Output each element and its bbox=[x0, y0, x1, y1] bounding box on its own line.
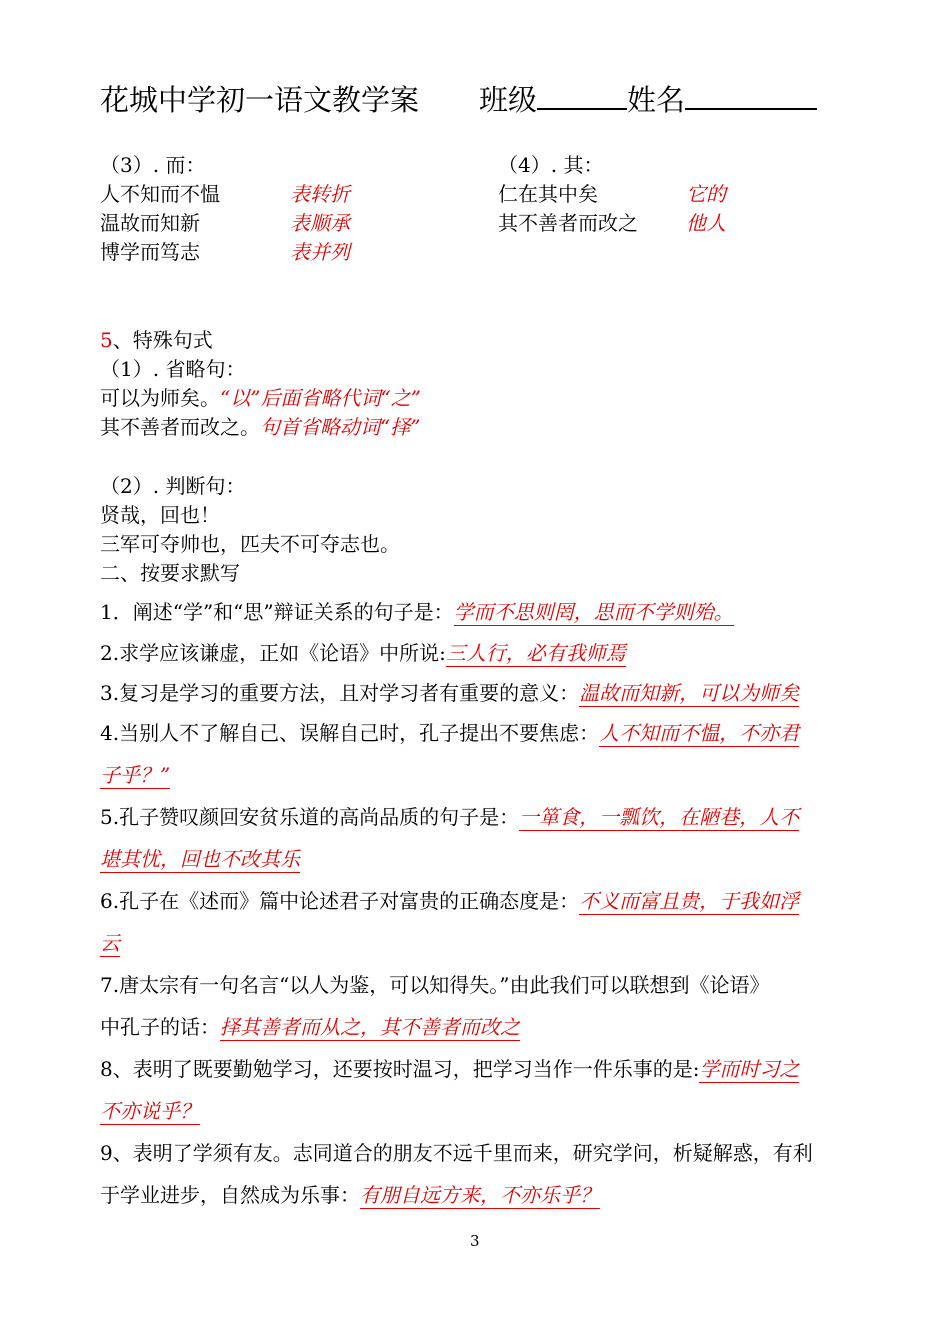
er-heading: （3）. 而： bbox=[100, 153, 206, 177]
er-note-3: 表并列 bbox=[290, 240, 350, 264]
omission-text-1: 可以为师矣。 bbox=[100, 386, 220, 410]
q6-cont bbox=[100, 930, 120, 956]
omission-note-1: “以”后面省略代词“之” bbox=[220, 386, 421, 410]
er-item-3: 博学而笃志 bbox=[100, 240, 200, 264]
name-label: 姓名 bbox=[627, 83, 686, 117]
qi-heading: （4）. 其： bbox=[498, 153, 604, 177]
q9-line-1: 9、表明了学须有友。志同道合的朋友不远千里而来，研究学问，析疑解惑，有利 bbox=[100, 1141, 813, 1165]
judgment-item-2: 三军可夺帅也，匹夫不可夺志也。 bbox=[100, 532, 400, 556]
omission-heading: （1）. 省略句： bbox=[100, 357, 246, 381]
er-note-1: 表转折 bbox=[290, 182, 350, 206]
q5-answer-2: 堪其忧，回也不改其乐 bbox=[100, 847, 300, 871]
q9-line-2 bbox=[100, 1182, 600, 1208]
q5-cont bbox=[100, 846, 300, 872]
q2-answer: 三人行，必有我师焉 bbox=[445, 641, 626, 665]
q5-answer-1: 一箪食，一瓢饮，在陋巷，人不 bbox=[519, 805, 800, 829]
q2 bbox=[100, 640, 626, 666]
q9-answer: 有朋自远方来，不亦乐乎？ bbox=[360, 1183, 600, 1207]
q8-answer-2: 不亦说乎？ bbox=[100, 1099, 200, 1123]
er-item-1: 人不知而不愠 bbox=[100, 182, 220, 206]
name-blank bbox=[685, 80, 817, 110]
q3-text: 3.复习是学习的重要方法，且对学习者有重要的意义： bbox=[100, 681, 580, 705]
q9-text-2: 于学业进步，自然成为乐事： bbox=[100, 1183, 360, 1207]
q4-answer-2: 子乎？” bbox=[100, 763, 171, 787]
q6 bbox=[100, 888, 799, 914]
omission-item-1 bbox=[100, 385, 421, 411]
er-item-2: 温故而知新 bbox=[100, 211, 200, 235]
q4-text: 4.当别人不了解自己、误解自己时，孔子提出不要焦虑： bbox=[100, 721, 600, 745]
q8-text: 8、表明了既要勤勉学习，还要按时温习，把学习当作一件乐事的是: bbox=[100, 1057, 700, 1081]
q5 bbox=[100, 804, 799, 830]
er-note-2: 表顺承 bbox=[290, 211, 350, 235]
judgment-item-1: 贤哉，回也！ bbox=[100, 503, 220, 527]
qi-note-2: 他人 bbox=[686, 211, 726, 235]
q1-answer: 学而不思则罔，思而不学则殆。 bbox=[453, 600, 734, 624]
q7-text-2: 中孔子的话： bbox=[100, 1015, 220, 1039]
special-title: 、特殊句式 bbox=[112, 328, 213, 352]
class-label: 班级 bbox=[479, 83, 538, 117]
q7-answer: 择其善者而从之，其不善者而改之 bbox=[220, 1015, 520, 1039]
q8-cont bbox=[100, 1098, 200, 1124]
q8-answer-1: 学而时习之 bbox=[699, 1057, 800, 1081]
q6-text: 6.孔子在《述而》篇中论述君子对富贵的正确态度是： bbox=[100, 889, 580, 913]
page-number: 3 bbox=[470, 1232, 480, 1250]
page-header bbox=[100, 78, 817, 119]
q1-text: 1．阐述“学”和“思”辩证关系的句子是： bbox=[100, 600, 454, 624]
q4-cont bbox=[100, 762, 170, 788]
q4 bbox=[100, 720, 799, 746]
omission-item-2 bbox=[100, 414, 420, 440]
omission-note-2: 句首省略动词“择” bbox=[260, 415, 421, 439]
special-num: 5 bbox=[100, 328, 113, 352]
q2-text: 2.求学应该谦虚，正如《论语》中所说: bbox=[100, 641, 446, 665]
q7-line-2 bbox=[100, 1014, 520, 1040]
q4-answer-1: 人不知而不愠，不亦君 bbox=[599, 721, 800, 745]
q7-line-1: 7.唐太宗有一句名言“以人为鉴，可以知得失。”由此我们可以联想到《论语》 bbox=[100, 973, 770, 997]
q5-text: 5.孔子赞叹颜回安贫乐道的高尚品质的句子是： bbox=[100, 805, 520, 829]
qi-item-2: 其不善者而改之 bbox=[498, 211, 638, 235]
q6-answer-1: 不义而富且贵，于我如浮 bbox=[579, 889, 800, 913]
q3 bbox=[100, 680, 799, 706]
q6-answer-2: 云 bbox=[100, 931, 120, 955]
special-heading bbox=[100, 327, 213, 353]
omission-text-2: 其不善者而改之。 bbox=[100, 415, 260, 439]
section2-title: 二、按要求默写 bbox=[100, 561, 240, 585]
q3-answer: 温故而知新，可以为师矣 bbox=[579, 681, 800, 705]
class-blank bbox=[537, 80, 627, 110]
q1 bbox=[100, 599, 734, 625]
q8 bbox=[100, 1056, 799, 1082]
judgment-heading: （2）. 判断句： bbox=[100, 474, 246, 498]
qi-item-1: 仁在其中矣 bbox=[498, 182, 598, 206]
header-title: 花城中学初一语文教学案 bbox=[100, 83, 420, 117]
qi-note-1: 它的 bbox=[686, 182, 726, 206]
